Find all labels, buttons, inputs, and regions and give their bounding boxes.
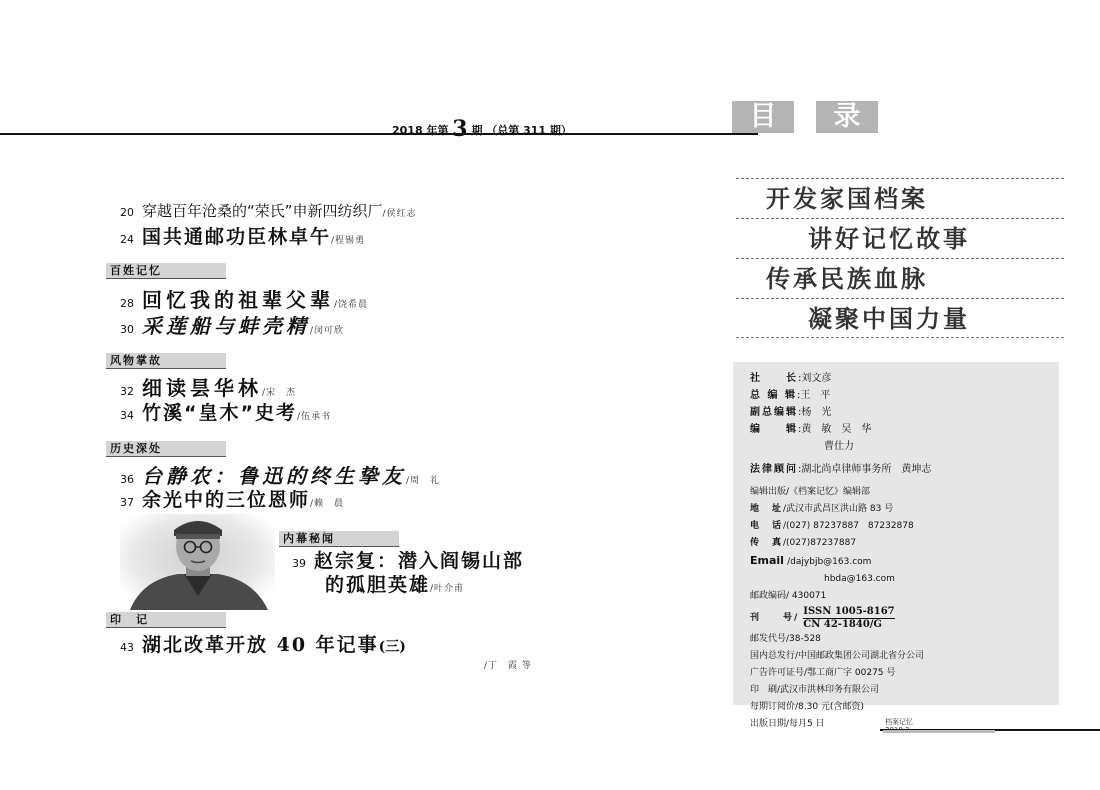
- toc-item-20[interactable]: 20 穿越百年沧桑的“荣氏”申新四纺织厂/侯红志: [120, 202, 417, 220]
- toc-item-32[interactable]: 32 细读昙华林/宋 杰: [120, 376, 297, 400]
- top-rule: [0, 133, 758, 135]
- toc-item-39[interactable]: 39 赵宗复：潜入阎锡山部: [292, 550, 525, 572]
- slogan-divider: [736, 337, 1064, 338]
- page-title-char-2: 录: [816, 101, 878, 133]
- portrait-photo: [120, 514, 275, 610]
- slogan-4: 凝聚中国力量: [736, 298, 1064, 338]
- issue-label: 2018 年第 3 期 （总第 311 期）: [392, 116, 572, 142]
- section-label-lishi: 历史深处: [106, 441, 226, 457]
- toc-item-43[interactable]: 43 湖北改革开放 40 年记事(三): [120, 634, 406, 656]
- section-label-baixing: 百姓记忆: [106, 263, 226, 279]
- masthead-panel: 社 长:刘文彦 总 编 辑:王 平 副总编辑:杨 光 编 辑:黄 敏 吴 华 曹仕力 法律顾问:湖北尚卓律师事务所 黄坤志 编辑出版/《档案记忆》编辑部 地 址/武汉市武昌区洪山路 83 号 电 话/(027) 87237887 87232878 传 真/(027)87237887 Email /dajybjb@163.com hbda@163.com 邮政编码/ 430071 刊 号/ ISSN 1005-8167 CN 42-1840/G 邮发代号/38-528 国内总发行/中国邮政集团公司湖北省分公司 广告许可证号/鄂工商广字 00275 号 印 刷/武汉市洪林印务有限公司 每期订阅价/8.30 元(含邮资) 出版日期/每月5 日: [733, 362, 1059, 705]
- section-label-neimu: 内幕秘闻: [279, 531, 399, 547]
- toc-item-24[interactable]: 24 国共通邮功臣林卓午/程锡勇: [120, 226, 366, 248]
- section-label-yinji: 印 记: [106, 612, 226, 628]
- slogan-2: 讲好记忆故事: [736, 218, 1064, 258]
- toc-item-36[interactable]: 36 台静农：鲁迅的终生挚友/周 礼: [120, 464, 441, 488]
- page-title-char-1: 目: [732, 101, 794, 133]
- toc-item-28[interactable]: 28 回忆我的祖辈父辈/饶希晨: [120, 288, 369, 312]
- toc-item-43-author: /丁 霞 等: [484, 661, 532, 671]
- footer-mark: 档案记忆: [885, 718, 913, 726]
- slogan-3: 传承民族血脉: [736, 258, 1064, 298]
- slogan-1: 开发家国档案: [736, 178, 1064, 218]
- footer-bar: [883, 730, 995, 733]
- toc-item-39-continued[interactable]: 的孤胆英雄/叶介甫: [325, 574, 465, 596]
- toc-item-37[interactable]: 37 余光中的三位恩师/赖 晨: [120, 489, 345, 511]
- toc-item-34[interactable]: 34 竹溪“皇木”史考/伍承书: [120, 402, 332, 424]
- issue-number: 3: [452, 116, 468, 142]
- toc-item-30[interactable]: 30 采莲船与蚌壳精/闵可欣: [120, 314, 345, 338]
- section-label-fengwu: 风物掌故: [106, 353, 226, 369]
